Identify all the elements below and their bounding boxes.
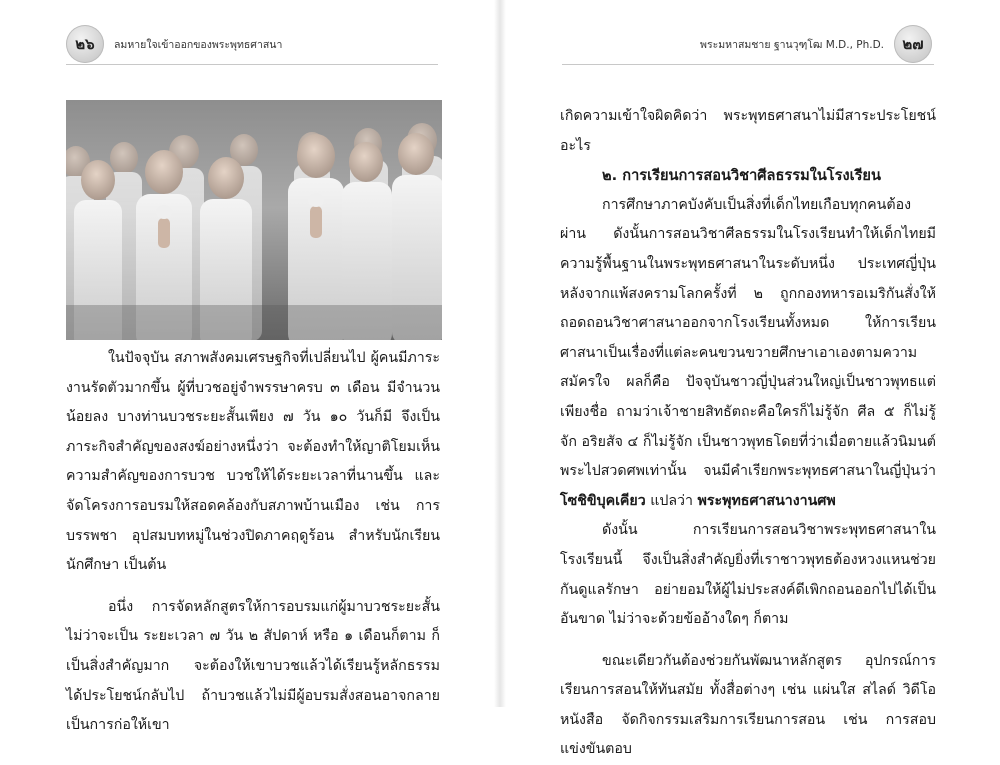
left-page [0, 0, 500, 734]
running-title: ลมหายใจเข้าออกของพระพุทธศาสนา [114, 38, 283, 51]
paragraph-text: การศึกษาภาคบังคับเป็นสิ่งที่เด็กไทยเกือบทุกคนต้องผ่าน ดังนั้นการสอนวิชาศีลธรรมในโรงเรียนทำให้เด็กไทยมีความรู้พื้นฐานในพระพุทธศาสนาในระดับหนึ่ง ประเทศญี่ปุ่นหลังจากแพ้สงครามโลกครั้งที่ ๒ ถูกกองทหารอเมริกันสั่งให้ถอดถอนวิชาศาสนาออกจากโรงเรียนทั้งหมด ให้การเรียนศาสนาเป็นเรื่องที่แต่ละคนขวนขวายศึกษาเอาเองตามความสมัครใจ ผลก็คือ ปัจจุบันชาวญี่ปุ่นส่วนใหญ่เป็นชาวพุทธแต่เพียงชื่อ ถามว่าเจ้าชายสิทธัตถะคือใครก็ไม่รู้จัก ศีล ๕ ก็ไม่รู้จัก อริยสัจ ๔ ก็ไม่รู้จัก เป็นชาวพุทธโดยที่ว่าเมื่อตายแล้วนิมนต์พระไปสวดศพเท่านั้น จนมีคำเรียกพระพุทธศาสนาในญี่ปุ่นว่า [560, 196, 936, 480]
left-page-header [66, 22, 292, 66]
thai-term: พระพุทธศาสนางานศพ [697, 492, 836, 509]
running-title: พระมหาสมชาย ฐานวุฑฺโฒ M.D., Ph.D. [700, 38, 884, 51]
paragraph: เกิดความเข้าใจผิดคิดว่า พระพุทธศาสนาไม่มีสาระประโยชน์อะไร [560, 108, 936, 154]
header-rule [66, 64, 438, 65]
right-page [500, 0, 1000, 758]
left-body-text [66, 344, 440, 741]
paragraph-text: แปลว่า [645, 492, 698, 509]
novices-illustration [66, 100, 442, 340]
paragraph: ในปัจจุบัน สภาพสังคมเศรษฐกิจที่เปลี่ยนไป ผู้คนมีภาระงานรัดตัวมากขึ้น ผู้ที่บวชอยู่จำพรรษาครบ ๓ เดือน มีจำนวนน้อยลง บางท่านบวชระยะสั้นเพียง ๗ วัน ๑๐ วันก็มี จึงเป็นภาระกิจสำคัญของสงฆ์อย่างหนึ่งว่า จะต้องทำให้ญาติโยมเห็นความสำคัญของการบวช บวชให้ได้ระยะเวลาที่นานขึ้น และจัดโครงการอบรมให้สอดคล้องกับสภาพบ้านเมือง เช่น การบรรพชา อุปสมบทหมู่ในช่วงปิดภาคฤดูร้อน สำหรับนักเรียน นักศึกษา เป็นต้น [66, 350, 440, 574]
page-number-badge: ๒๗ [894, 25, 932, 63]
header-rule [562, 64, 934, 65]
japanese-term: โซชิขิบุคเคียว [560, 492, 646, 509]
paragraph: ดังนั้น การเรียนการสอนวิชาพระพุทธศาสนาในโรงเรียนนี้ จึงเป็นสิ่งสำคัญยิ่งที่เราชาวพุทธต้องหวงแหนช่วยกันดูแลรักษา อย่ายอมให้ผู้ไม่ประสงค์ดีเพิกถอนออกไปได้เป็นอันขาด ไม่ว่าจะด้วยข้ออ้างใดๆ ก็ตาม [560, 522, 936, 628]
right-body-text [560, 102, 936, 765]
right-page-header [690, 22, 932, 66]
paragraph: อนึ่ง การจัดหลักสูตรให้การอบรมแก่ผู้มาบวชระยะสั้น ไม่ว่าจะเป็น ระยะเวลา ๗ วัน ๒ สัปดาห์ หรือ ๑ เดือนก็ตาม ก็เป็นสิ่งสำคัญมาก จะต้องให้เขาบวชแล้วได้เรียนรู้หลักธรรม ได้ประโยชน์กลับไป ถ้าบวชแล้วไม่มีผู้อบรมสั่งสอนอาจกลายเป็นการก่อให้เขา [66, 598, 440, 734]
photo-young-novices [66, 100, 442, 340]
paragraph: ขณะเดียวกันต้องช่วยกันพัฒนาหลักสูตร อุปกรณ์การเรียนการสอนให้ทันสมัย ทั้งสื่อต่างๆ เช่น แผ่นใส สไลด์ วิดีโอ หนังสือ จัดกิจกรรมเสริมการเรียนการสอน เช่น การสอบแข่งขันตอบ [560, 652, 936, 758]
paragraph [560, 191, 936, 517]
page-number-badge: ๒๖ [66, 25, 104, 63]
section-heading: ๒. การเรียนการสอนวิชาศีลธรรมในโรงเรียน [602, 167, 881, 185]
